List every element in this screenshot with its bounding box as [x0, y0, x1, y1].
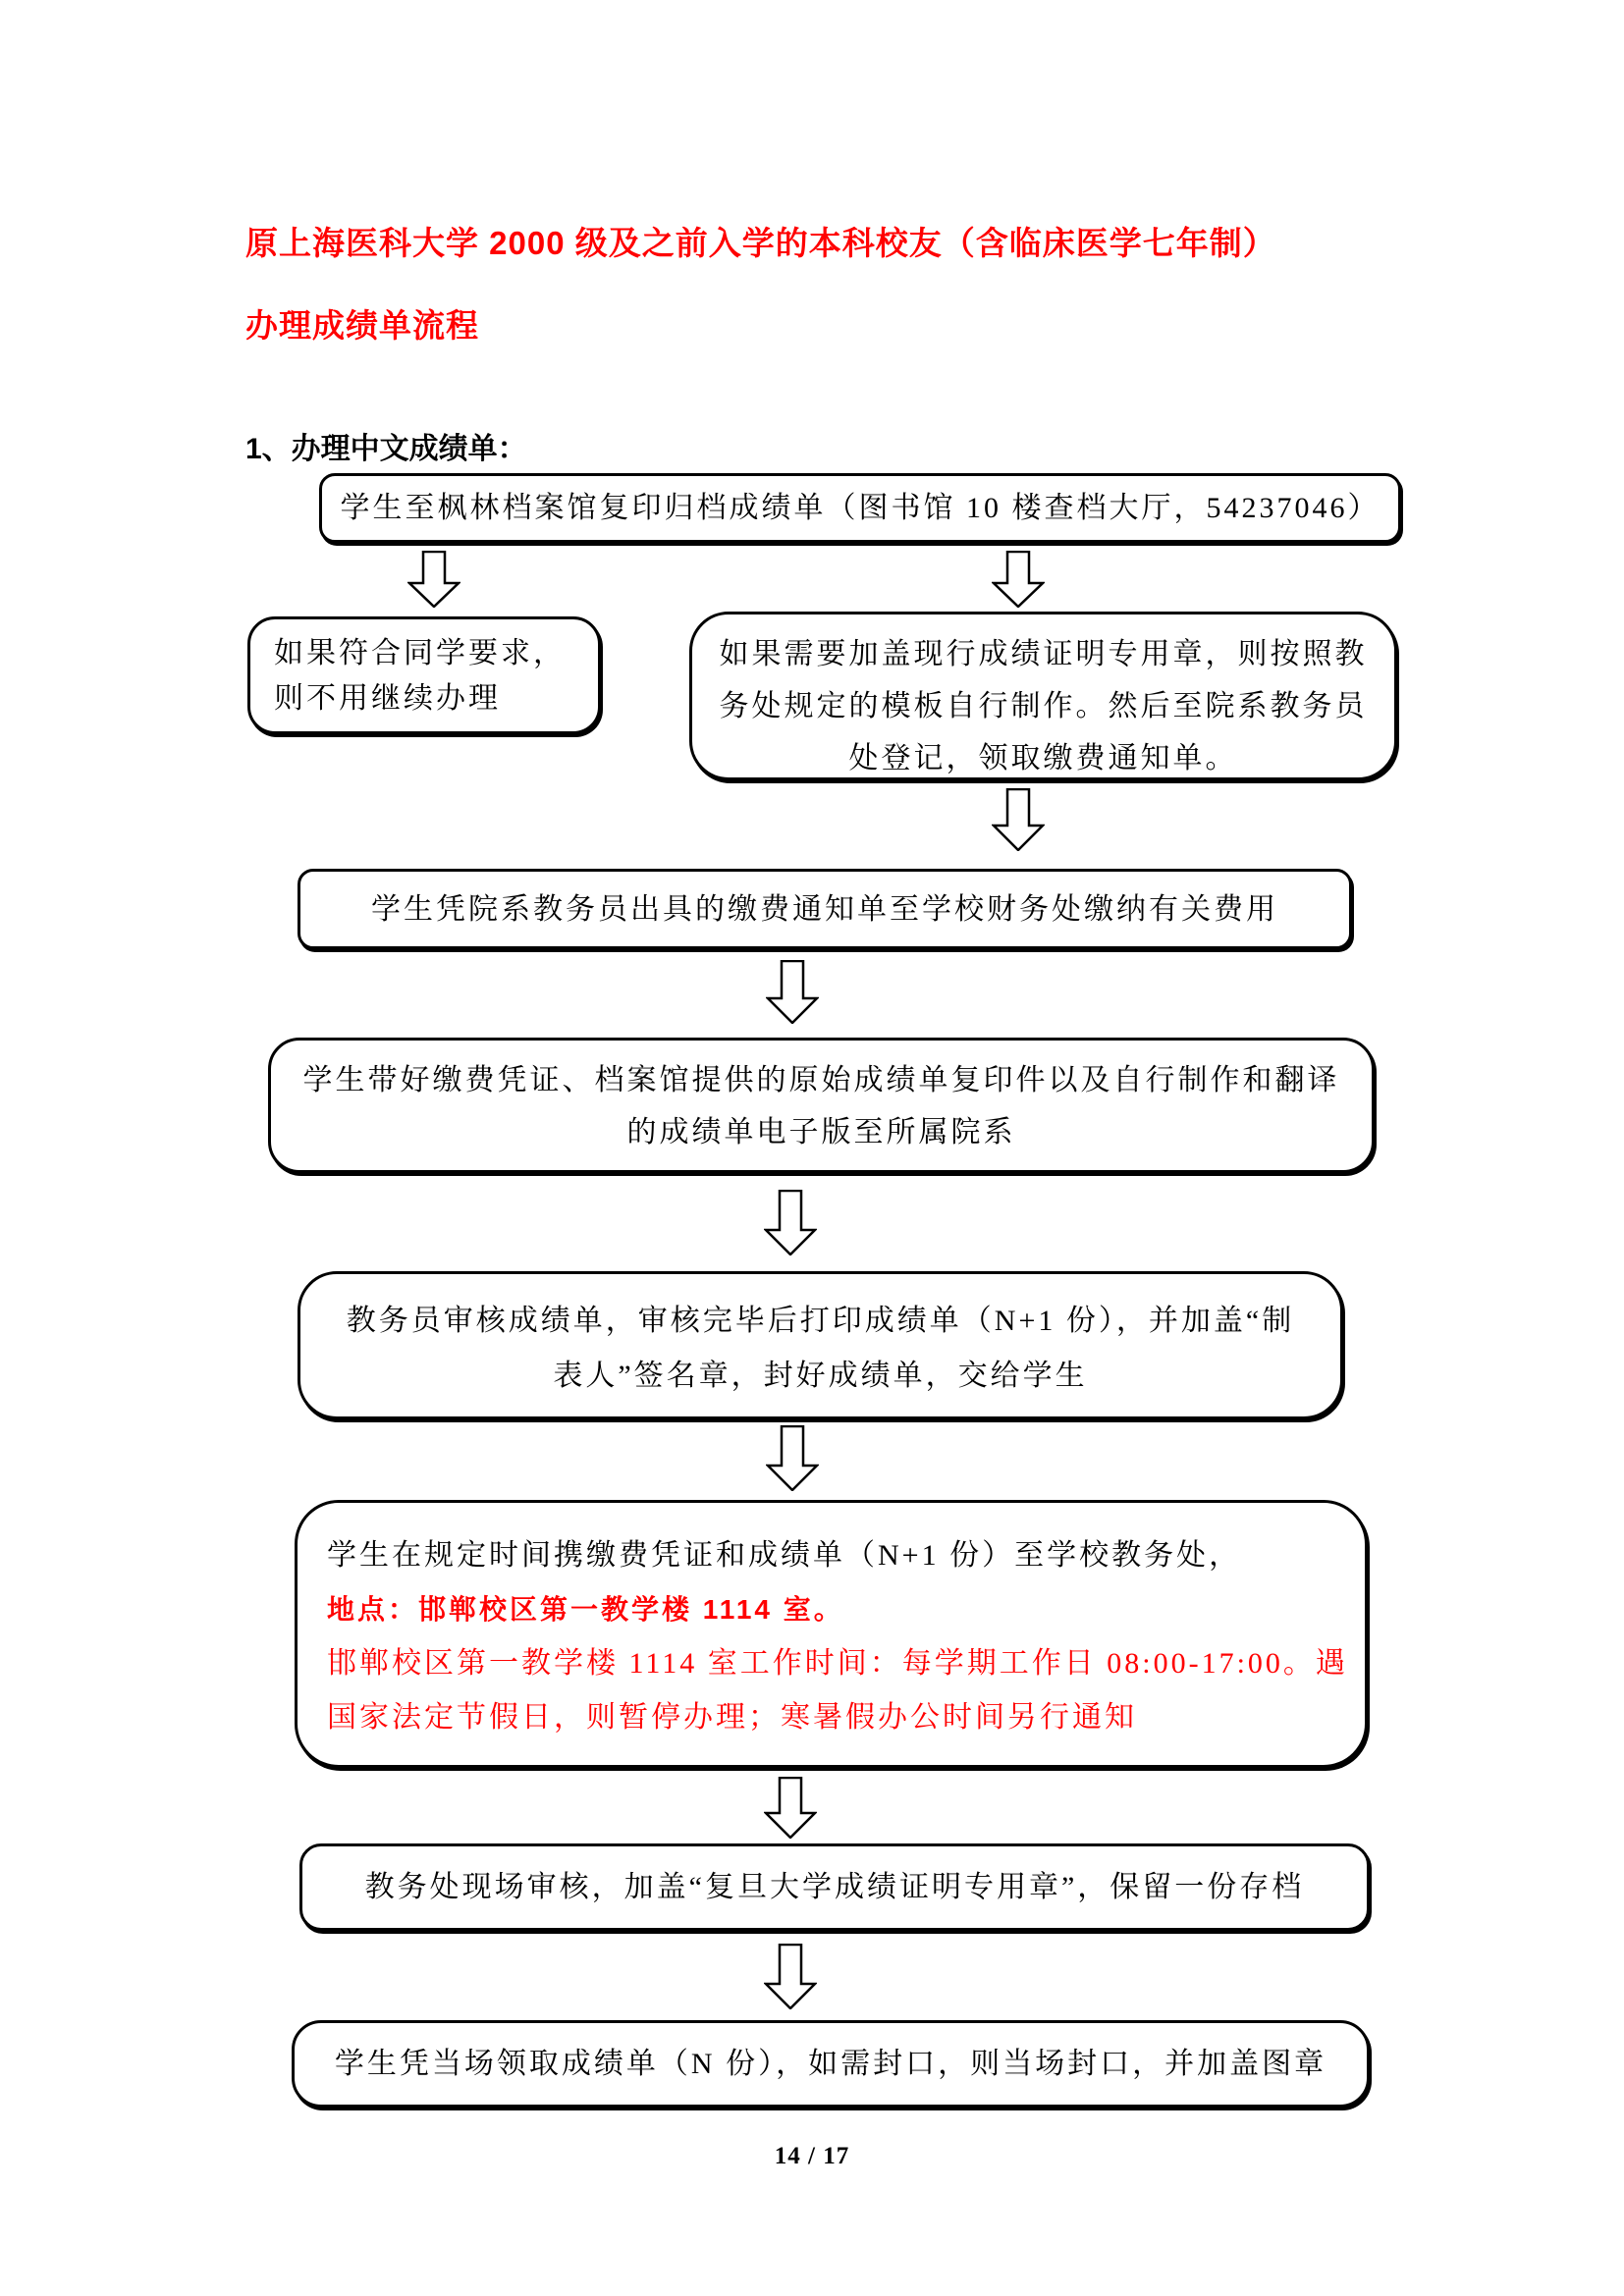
flow-box-submit-office-line1: 学生在规定时间携缴费凭证和成绩单（N+1 份）至学校教务处， — [327, 1539, 1242, 1572]
flow-box-seal-template-line3: 处登记，领取缴费通知单。 — [848, 742, 1238, 774]
down-arrow-icon — [764, 1777, 817, 1839]
down-arrow-icon — [764, 1190, 817, 1255]
page-number: 14 / 17 — [774, 2143, 850, 2169]
flow-box-bring-documents-line1: 学生带好缴费凭证、档案馆提供的原始成绩单复印件以及自行制作和翻译 — [302, 1064, 1340, 1096]
flow-box-copy-archive-text: 学生至枫林档案馆复印归档成绩单（图书馆 10 楼查档大厅，54237046） — [340, 492, 1380, 524]
flow-box-submit-office-location: 地点：邯郸校区第一教学楼 1114 室。 — [327, 1594, 844, 1625]
page-title-line2: 办理成绩单流程 — [245, 307, 479, 344]
flow-box-seal-template — [689, 612, 1397, 780]
flow-box-copy-archive — [319, 473, 1401, 543]
flow-box-submit-office — [295, 1500, 1368, 1768]
flow-box-submit-office-hours-line2: 国家法定节假日，则暂停办理；寒暑假办公时间另行通知 — [327, 1701, 1137, 1734]
down-arrow-icon — [764, 1944, 817, 2009]
down-arrow-icon — [992, 551, 1045, 608]
down-arrow-icon — [992, 788, 1045, 851]
down-arrow-icon — [766, 960, 819, 1024]
flow-box-bring-documents — [268, 1038, 1375, 1173]
page-title-line1: 原上海医科大学 2000 级及之前入学的本科校友（含临床医学七年制） — [245, 225, 1276, 261]
flow-box-pay-fees-text: 学生凭院系教务员出具的缴费通知单至学校财务处缴纳有关费用 — [371, 892, 1278, 926]
flow-box-requirement-satisfied — [247, 616, 601, 734]
flow-box-clerk-review-line2: 表人”签名章，封好成绩单，交给学生 — [553, 1360, 1088, 1392]
flow-box-seal-template-line2: 务处规定的模板自行制作。然后至院系教务员 — [719, 690, 1368, 722]
flow-box-clerk-review — [298, 1271, 1343, 1419]
flow-box-receive-transcript-text: 学生凭当场领取成绩单（N 份），如需封口，则当场封口，并加盖图章 — [334, 2048, 1327, 2080]
down-arrow-icon — [407, 551, 460, 608]
flow-box-requirement-satisfied-line2: 则不用继续办理 — [274, 682, 501, 715]
flow-box-requirement-satisfied-line1: 如果符合同学要求， — [274, 637, 566, 669]
flow-box-submit-office-hours-line1: 邯郸校区第一教学楼 1114 室工作时间：每学期工作日 08:00-17:00。遇 — [327, 1647, 1348, 1680]
flow-box-onsite-review-text: 教务处现场审核，加盖“复旦大学成绩证明专用章”，保留一份存档 — [364, 1871, 1305, 1903]
flow-box-bring-documents-line2: 的成绩单电子版至所属院系 — [626, 1116, 1016, 1148]
section-heading: 1、办理中文成绩单： — [245, 433, 527, 465]
flow-box-onsite-review — [299, 1843, 1370, 1931]
flow-box-receive-transcript — [292, 2020, 1370, 2108]
flow-box-pay-fees — [298, 869, 1352, 949]
flow-box-clerk-review-line1: 教务员审核成绩单，审核完毕后打印成绩单（N+1 份），并加盖“制 — [346, 1305, 1295, 1337]
down-arrow-icon — [766, 1425, 819, 1491]
flow-box-seal-template-line1: 如果需要加盖现行成绩证明专用章，则按照教 — [719, 638, 1368, 670]
